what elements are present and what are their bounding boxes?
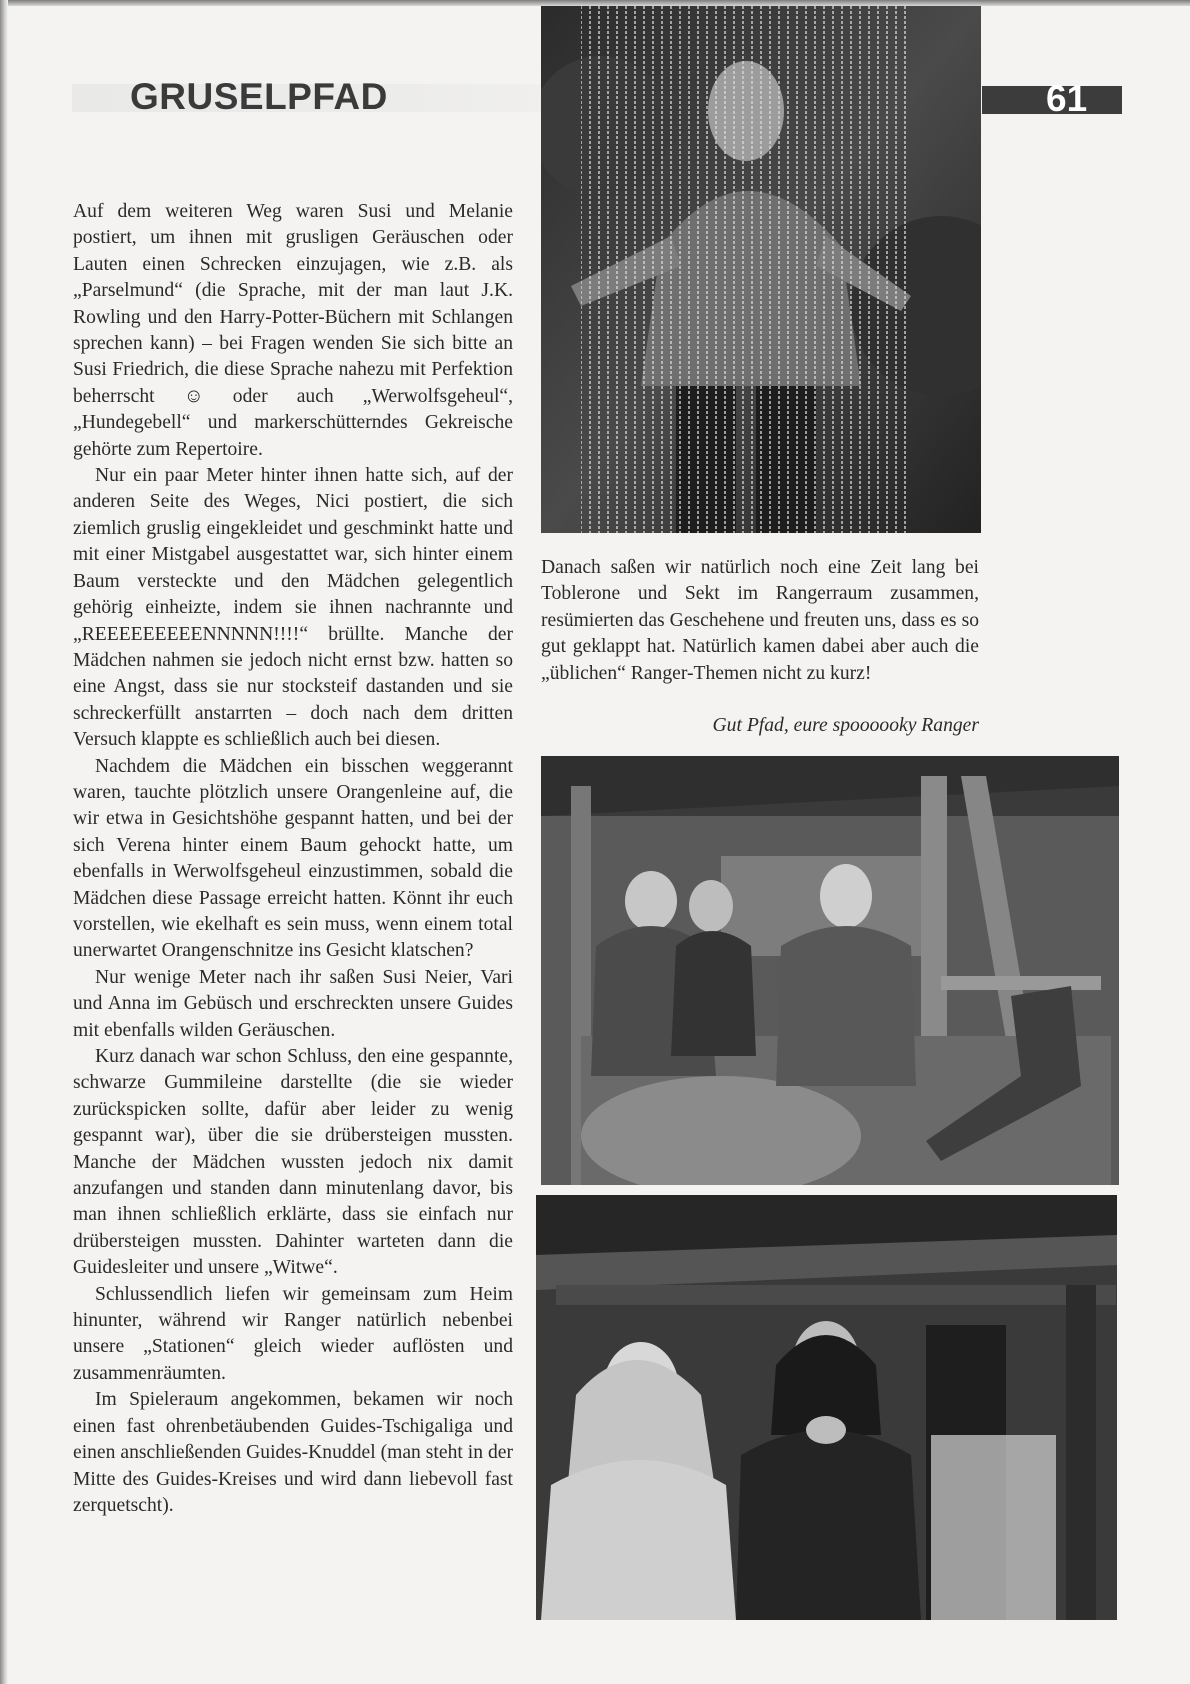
article-paragraph: Kurz danach war schon Schluss, den eine gespannte, schwarze Gummileine darstellte (die sie wieder zurückspicken sollte, dafür aber leider zu wenig gespannt war), über die sie drübersteigen mussten. Manche der Mädchen wussten jedoch nix damit anzufangen und standen dann minutenlang davor, bis man ihnen schließlich erklärte, dass sie einfach nur drübersteigen mussten. Dahinter warteten dann die Guidesleiter und unsere „Witwe“. [73,1046,513,1279]
article-paragraph: Nachdem die Mädchen ein bisschen weggerannt waren, tauchte plötzlich unsere Orangenleine auf, die wir etwa in Gesichtshöhe gespannt hatten, und bei der sich Verena hinter einem Baum gehockt hatte, um ebenfalls in Werwolfsgeheul einzustimmen, sobald die Mädchen diese Passage erreicht hatten. Könnt ihr euch vorstellen, wie ekelhaft es sein muss, wenn einem total unerwartet Orangenschnitze ins Gesicht klatschen? [73,755,513,962]
photo-two-women [536,1195,1117,1620]
page-title: GRUSELPFAD [130,76,388,117]
article-paragraph: Im Spieleraum angekommen, bekamen wir noch einen fast ohrenbetäubenden Guides-Tschigaliga und einen anschließenden Guides-Knuddel (man steht in der Mitte des Guides-Kreises und wird dann liebevoll fast zerquetscht). [73,1389,513,1516]
page-binding-edge [0,0,8,1684]
article-paragraph: Auf dem weiteren Weg waren Susi und Melanie postiert, um ihnen mit grusligen Geräuschen oder Lauten einen Schrecken einzujagen, wie z.B. als „Parselmund“ (die Sprache, mit der man laut J.K. Rowling und den Harry-Potter-Büchern mit Schlangen sprechen kann) – bei Fragen wenden Sie sich bitte an Susi Friedrich, die diese Sprache nahezu mit Perfektion beherrscht ☺ oder auch „Werwolfsgeheul“, „Hundegebell“ und markerschütterndes Gekreische gehörte zum Repertoire. [73,201,513,460]
article-paragraph: Nur ein paar Meter hinter ihnen hatte sich, auf der anderen Seite des Weges, Nici postiert, die sich ziemlich gruslig eingekleidet und geschminkt hatte und mit einer Mistgabel ausgestattet war, sich hinter einem Baum versteckte und den Mädchen gelegentlich gehörig einheizte, indem sie ihnen nachrannte und „REEEEEEEEENNNNN!!!!“ brüllte. Manche der Mädchen nahmen sie jedoch nicht ernst bzw. hatten so eine Angst, dass sie nur stocksteif dastanden und sie schreckerfüllt anstarrten – doch nach dem dritten Versuch klappte es schließlich auch bei diesen. [73,465,513,751]
article-paragraph: Nur wenige Meter nach ihr saßen Susi Neier, Vari und Anna im Gebüsch und erschreckten unsere Guides mit ebenfalls wilden Geräuschen. [73,966,513,1041]
closing-paragraph: Danach saßen wir natürlich noch eine Zeit lang bei Toblerone und Sekt im Rangerraum zusammen, resümierten das Geschehene und freuten uns, dass es so gut geklappt hat. Natürlich kamen dabei aber auch die „üblichen“ Ranger-Themen nicht zu kurz! [541,557,979,684]
signature: Gut Pfad, eure spoooooky Ranger [712,715,979,736]
article-body [73,199,513,1519]
photo-bead-curtain [541,6,981,533]
closing-text [541,555,979,687]
article-paragraph: Schlussendlich liefen wir gemeinsam zum Heim hinunter, während wir Ranger natürlich nebenbei unsere „Stationen“ gleich wieder auflösten und zusammenräumten. [73,1283,513,1384]
page-number: 61 [1046,78,1088,119]
photo-group-shelter [541,756,1119,1185]
